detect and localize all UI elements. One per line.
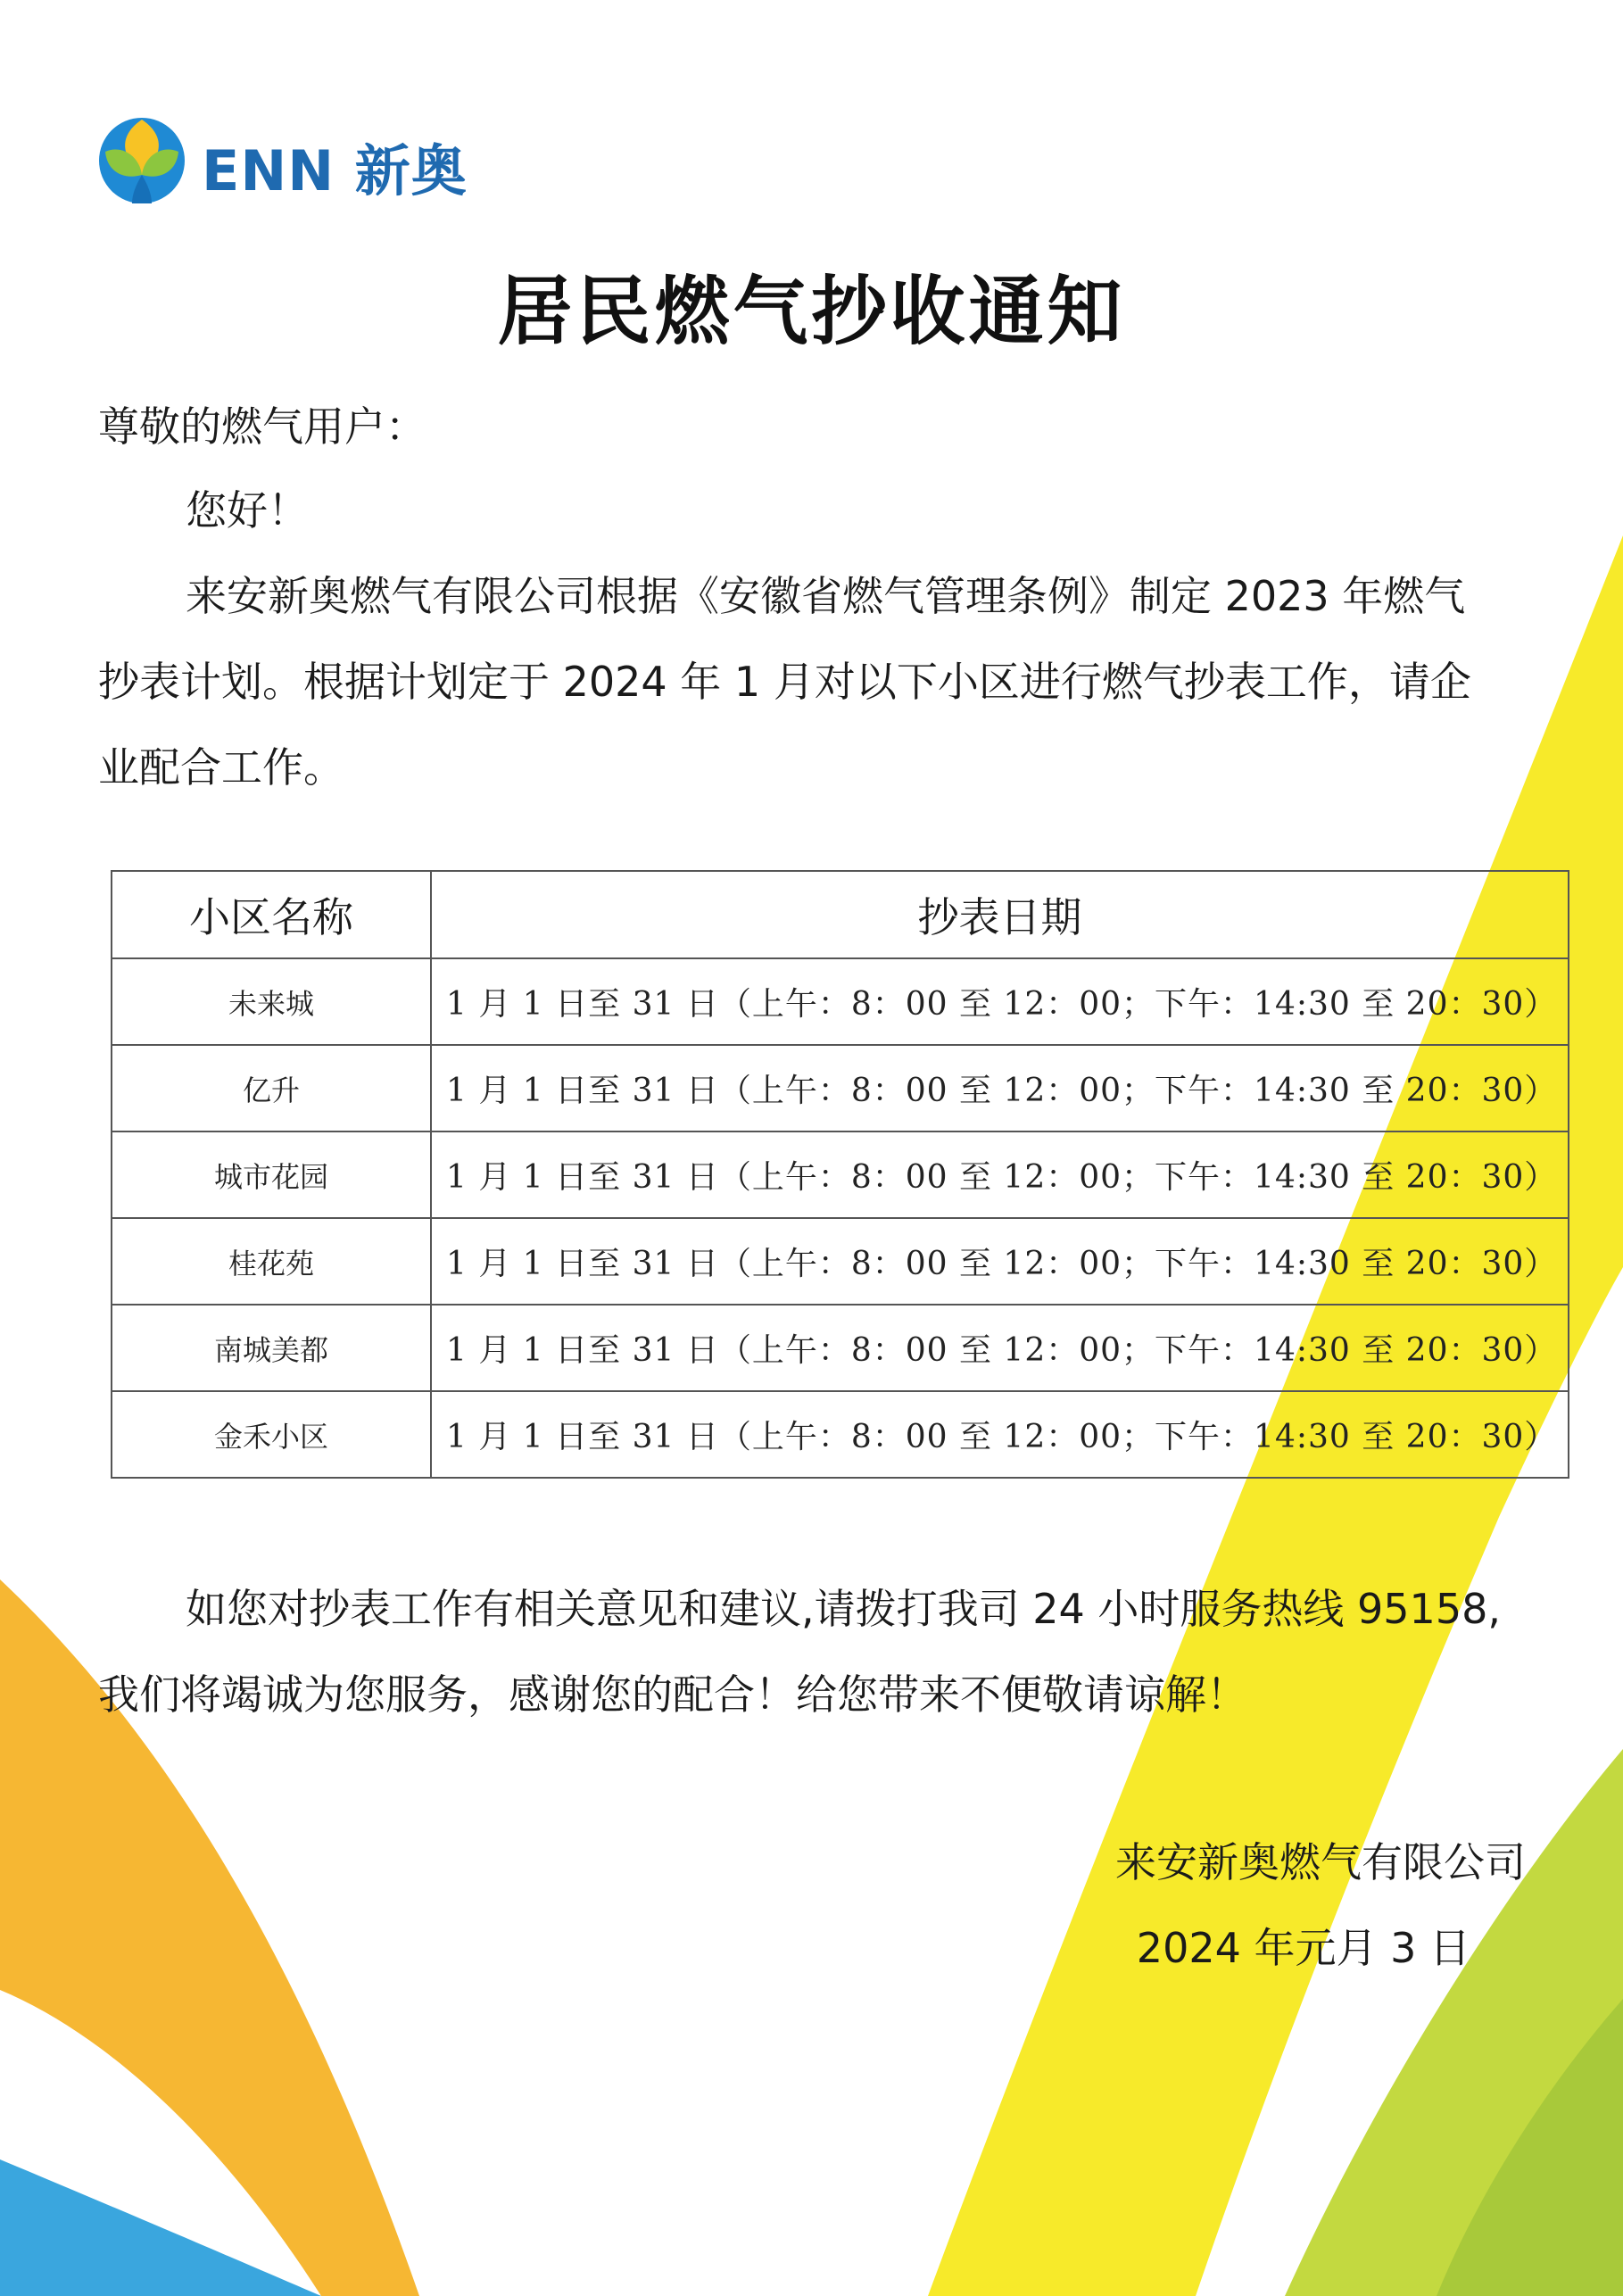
- intro-line-3: 业配合工作。: [98, 743, 344, 792]
- community-name: 亿升: [112, 1045, 431, 1131]
- header-community-name: 小区名称: [112, 871, 431, 958]
- signature-block: [981, 1819, 1526, 1991]
- community-name: 南城美都: [112, 1305, 431, 1391]
- greeting: 尊敬的燃气用户：: [98, 402, 426, 451]
- closing-paragraph: [98, 1566, 1553, 1737]
- community-name: 城市花园: [112, 1131, 431, 1218]
- company-logo: [96, 116, 525, 205]
- table-header-row: [112, 871, 1569, 958]
- community-name: 未来城: [112, 958, 431, 1045]
- reading-date: 1 月 1 日至 31 日（上午：8：00 至 12：00；下午：14:30 至 20：30）: [431, 1045, 1569, 1131]
- intro-line-1: 来安新奥燃气有限公司根据《安徽省燃气管理条例》制定 2023 年燃气: [186, 572, 1466, 620]
- table-row: [112, 1305, 1569, 1391]
- table-row: [112, 1391, 1569, 1478]
- enn-logo-icon: [96, 116, 187, 205]
- table-row: [112, 1045, 1569, 1131]
- closing-line-2: 我们将竭诚为您服务，感谢您的配合！给您带来不便敬请谅解！: [98, 1670, 1247, 1719]
- reading-date: 1 月 1 日至 31 日（上午：8：00 至 12：00；下午：14:30 至 20：30）: [431, 1391, 1569, 1478]
- table-row: [112, 1218, 1569, 1305]
- closing-line-1: 如您对抄表工作有相关意见和建议,请拨打我司 24 小时服务热线 95158,: [186, 1585, 1501, 1633]
- signature-company: 来安新奥燃气有限公司: [1115, 1838, 1526, 1886]
- community-name: 桂花苑: [112, 1218, 431, 1305]
- table-row: [112, 1131, 1569, 1218]
- header-reading-date: 抄表日期: [431, 871, 1569, 958]
- logo-text: ENN 新奥: [202, 138, 468, 203]
- community-name: 金禾小区: [112, 1391, 431, 1478]
- intro-line-2: 抄表计划。根据计划定于 2024 年 1 月对以下小区进行燃气抄表工作，请企: [98, 658, 1471, 706]
- reading-date: 1 月 1 日至 31 日（上午：8：00 至 12：00；下午：14:30 至 20：30）: [431, 1218, 1569, 1305]
- hello-line: 您好！: [186, 486, 309, 535]
- page-title: 居民燃气抄收通知: [497, 268, 1126, 355]
- reading-date: 1 月 1 日至 31 日（上午：8：00 至 12：00；下午：14:30 至 20：30）: [431, 1131, 1569, 1218]
- reading-date: 1 月 1 日至 31 日（上午：8：00 至 12：00；下午：14:30 至 20：30）: [431, 958, 1569, 1045]
- table-row: [112, 958, 1569, 1045]
- signature-date: 2024 年元月 3 日: [1136, 1924, 1470, 1972]
- intro-paragraph: [98, 553, 1535, 810]
- schedule-table: [111, 870, 1569, 1479]
- reading-date: 1 月 1 日至 31 日（上午：8：00 至 12：00；下午：14:30 至 20：30）: [431, 1305, 1569, 1391]
